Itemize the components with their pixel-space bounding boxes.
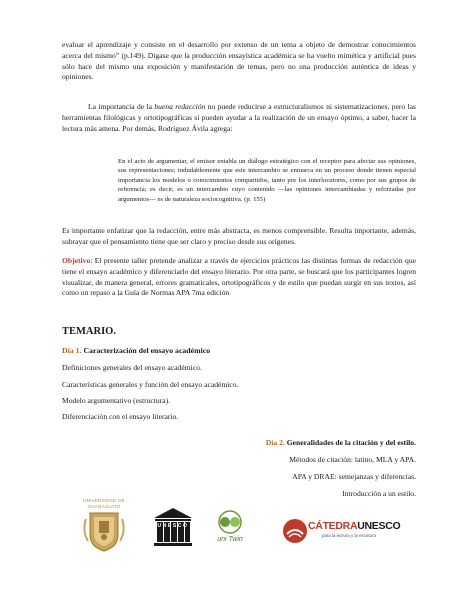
day2-heading	[266, 438, 416, 447]
day1-heading	[62, 346, 210, 355]
gto-shield-icon	[80, 509, 128, 553]
day2-title: Generalidades de la citación y del estilo.	[284, 438, 416, 447]
gto-logo-line1: UNIVERSIDAD DE	[83, 498, 125, 503]
day2-label: Día 2.	[265, 438, 285, 447]
paragraph-enfatizar-text: Es importante enfatizar que la redacción, entre más abstracta, es menos comprensible. Resulta importante, además, subrayar que el pensamiento tiene que ser claro y preciso desde sus orígenes.	[62, 226, 416, 246]
paragraph-redaccion-pre: La importancia de la	[88, 102, 155, 111]
paragraph-redaccion	[62, 102, 416, 134]
paragraph-objetivo	[62, 256, 416, 299]
objetivo-body: : El presente taller pretende analizar a través de ejercicios prácticos las distintas formas de redacción que tiene el ensayo académico y diferenciarlo del ensayo literario. Por otra parte, se buscará que los participantes logren visualizar, de manera general, errores gramaticales, ortotipográficos y de estilo que puedan surgir en sus textos, así como un repaso a la Guía de Normas APA 7ma edición	[62, 256, 416, 298]
day2-item: APA y DRAE: semejanzas y diferencias.	[292, 472, 416, 481]
unitwin-logo	[208, 508, 252, 551]
temario-heading: TEMARIO.	[62, 326, 116, 337]
catedra-logo-subtitle: para la lectura y la escritura	[322, 533, 376, 538]
paragraph-intro	[62, 40, 416, 83]
day1-item: Características generales y función del ensayo académico.	[62, 380, 239, 389]
day2-item: Métodos de citación: latino, MLA y APA.	[289, 455, 416, 464]
unesco-logo-text: UNESCO	[157, 523, 189, 529]
paragraph-intro-text: evaluar el aprendizaje y consiste en el desarrollo por extenso de un tema a objeto de demostrar conocimientos acerca del mismo” (p.149). Dígase que la producción ensayística académica se ha vuelto mimética y artificial pues sólo hace del mismo una exposición y manifestación de temas, pero no una producción auténtica de ideas y opiniones.	[62, 40, 416, 82]
paragraph-redaccion-emphasis: buena redacción	[154, 102, 206, 111]
gto-logo-line2: GUANAJUATO	[87, 503, 121, 509]
day1-item: Definiciones generales del ensayo académico.	[62, 363, 202, 372]
universidad-guanajuato-logo	[80, 498, 128, 558]
paragraph-enfatizar	[62, 226, 416, 248]
day2-item: Introducción a un estilo.	[342, 489, 416, 498]
day1-title: Caracterización del ensayo académico	[81, 346, 211, 355]
block-quote	[118, 157, 416, 204]
day1-label: Día 1.	[62, 346, 82, 355]
footer-logos	[0, 498, 464, 558]
unesco-logo	[152, 506, 194, 555]
catedra-logo-title	[308, 520, 400, 532]
block-quote-text: En el acto de argumentar, el emisor entabla un diálogo estratégico con el receptor para afectar sus opiniones, sus representaciones; indudablemente que este intercambio se enmarca en un proceso donde tienen especial importancia los modelos o conocimientos compartidos, tanto por los interlocutores, como por sus grupos de referencia; es decir, es un intercambio cuyo contenido —las opiniones intercambiadas y reforzadas por argumentos— es de naturaleza sociocognitiva. (p. 155)	[118, 158, 416, 203]
paragraph-redaccion-post: no puede reducirse a estructuralismos ni sistematizaciones, pero las herramientas filológicas y ortotipográficas sí pueden ayudar a la realización de un ensayo óptimo, a saber, hacer la lectura más amena. Por demás, Rodríguez Ávila agrega:	[62, 102, 416, 133]
unitwin-logo-text: uni Twin	[217, 536, 243, 543]
catedra-book-icon	[282, 518, 308, 544]
catedra-logo-word: CÁTEDRA	[308, 520, 358, 532]
catedra-logo-unesco-word: UNESCO	[357, 520, 401, 532]
day1-item: Diferenciación con el ensayo literario.	[62, 412, 179, 421]
day1-item: Modelo argumentativo (estructura).	[62, 396, 171, 405]
objetivo-label: Objetivo	[62, 256, 91, 265]
